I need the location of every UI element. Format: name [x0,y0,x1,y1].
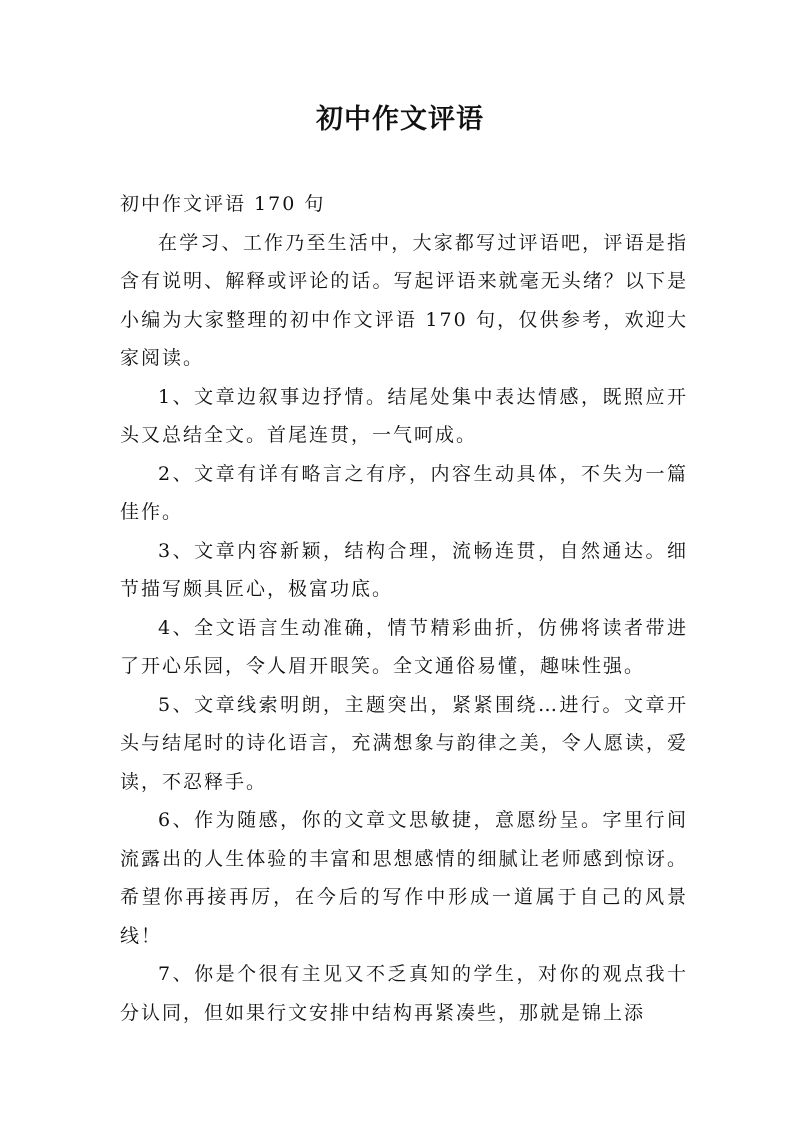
comment-item-4: 4、全文语言生动准确，情节精彩曲折，仿佛将读者带进了开心乐园，令人眉开眼笑。全文通俗易懂，趣味性强。 [120,616,688,677]
comment-item-5: 5、文章线索明朗，主题突出，紧紧围绕…进行。文章开头与结尾时的诗化语言，充满想象与韵律之美，令人愿读，爱读，不忍释手。 [120,693,688,793]
document-title: 初中作文评语 [316,104,484,135]
document-subtitle: 初中作文评语 170 句 [120,193,326,215]
intro-paragraph: 在学习、工作乃至生活中，大家都写过评语吧，评语是指含有说明、解释或评论的话。写起评语来就毫无头绪？以下是小编为大家整理的初中作文评语 170 句，仅供参考，欢迎大家阅读。 [120,231,688,369]
comment-item-1: 1、文章边叙事边抒情。结尾处集中表达情感，既照应开头又总结全文。首尾连贯，一气呵成。 [120,385,688,446]
comment-item-6: 6、作为随感，你的文章文思敏捷，意愿纷呈。字里行间流露出的人生体验的丰富和思想感情的细腻让老师感到惊讶。希望你再接再厉，在今后的写作中形成一道属于自己的风景线！ [120,809,688,947]
comment-item-3: 3、文章内容新颖，结构合理，流畅连贯，自然通达。细节描写颇具匠心，极富功底。 [120,539,688,600]
comment-item-2: 2、文章有详有略言之有序，内容生动具体，不失为一篇佳作。 [120,462,688,523]
comment-item-7: 7、你是个很有主见又不乏真知的学生，对你的观点我十分认同，但如果行文安排中结构再紧凑些，那就是锦上添 [120,963,688,1024]
document-body [120,185,688,1032]
